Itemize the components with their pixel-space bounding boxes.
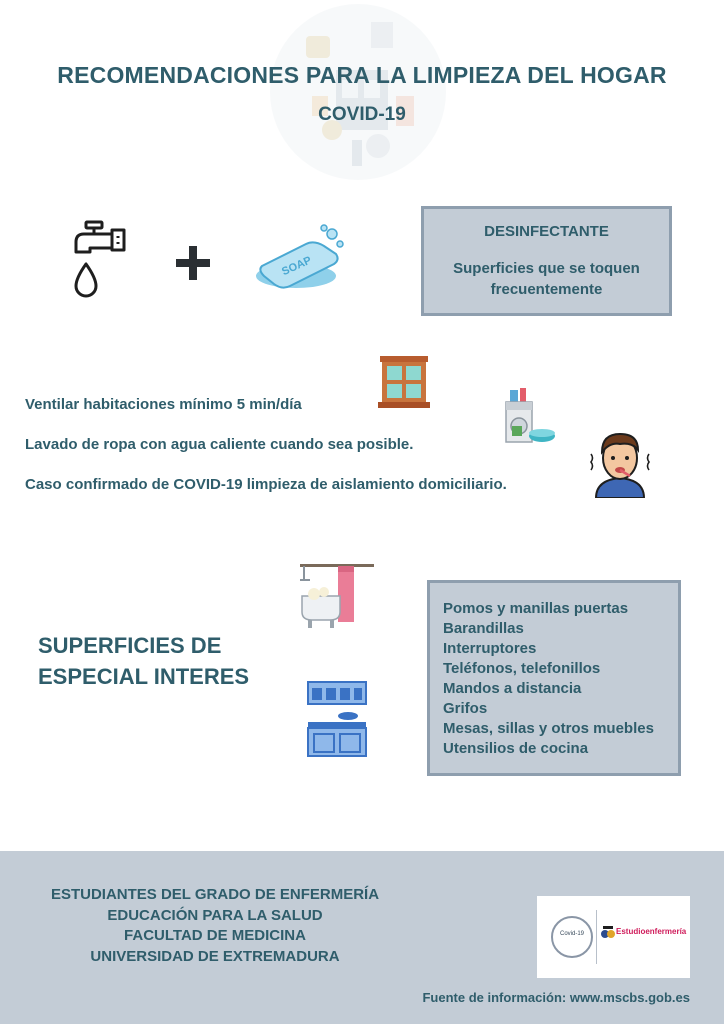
footer-line: ESTUDIANTES DEL GRADO DE ENFERMERÍA bbox=[50, 886, 380, 903]
list-item: Interruptores bbox=[443, 640, 537, 657]
kitchen-cabinet-icon bbox=[306, 680, 368, 758]
list-item: Mesas, sillas y otros muebles bbox=[443, 720, 654, 737]
tip-laundry: Lavado de ropa con agua caliente cuando sea posible. bbox=[25, 436, 414, 453]
disinfectant-heading: DESINFECTANTE bbox=[484, 223, 609, 240]
logo-box bbox=[537, 896, 690, 978]
sick-person-icon bbox=[588, 428, 652, 498]
page-subtitle: COVID-19 bbox=[318, 104, 406, 125]
special-title-line1: SUPERFICIES DE bbox=[38, 633, 222, 658]
disinfectant-box bbox=[421, 206, 672, 316]
svg-text:SOAP: SOAP bbox=[280, 254, 314, 279]
bathtub-icon bbox=[298, 562, 376, 632]
washing-machine-icon bbox=[504, 386, 556, 446]
estudio-logo-icon bbox=[600, 924, 616, 940]
tip-isolation: Caso confirmado de COVID-19 limpieza de aislamiento domiciliario. bbox=[25, 476, 507, 493]
list-item: Utensilios de cocina bbox=[443, 740, 589, 757]
faucet-icon bbox=[72, 218, 128, 302]
soap-icon bbox=[254, 222, 346, 294]
special-surfaces-list bbox=[443, 599, 678, 759]
footer-line: FACULTAD DE MEDICINA bbox=[124, 927, 306, 944]
footer bbox=[0, 851, 724, 1024]
footer-line: UNIVERSIDAD DE EXTREMADURA bbox=[90, 947, 340, 965]
covid-logo: Covid-19 bbox=[551, 916, 593, 958]
plus-icon bbox=[170, 240, 216, 286]
cleaning-collage-icon bbox=[266, 0, 450, 183]
list-item: Barandillas bbox=[443, 620, 524, 637]
source-text: Fuente de información: www.mscbs.gob.es bbox=[422, 990, 690, 1005]
special-surfaces-title bbox=[38, 630, 278, 692]
disinfectant-text: Superficies que se toquen frecuentemente bbox=[453, 260, 640, 298]
special-title-line2: ESPECIAL INTERES bbox=[38, 664, 250, 689]
list-item: Teléfonos, telefonillos bbox=[443, 660, 601, 677]
list-item: Grifos bbox=[443, 700, 488, 717]
page-title: RECOMENDACIONES PARA LA LIMPIEZA DEL HOGAR bbox=[57, 62, 667, 88]
window-icon bbox=[378, 354, 430, 412]
footer-credits bbox=[45, 885, 385, 967]
logo-divider bbox=[596, 910, 597, 964]
special-surfaces-list-box bbox=[427, 580, 681, 776]
footer-line: EDUCACIÓN PARA LA SALUD bbox=[107, 906, 323, 924]
list-item: Mandos a distancia bbox=[443, 680, 582, 697]
tip-ventilate: Ventilar habitaciones mínimo 5 min/día bbox=[25, 396, 302, 413]
list-item: Pomos y manillas puertas bbox=[443, 600, 629, 617]
estudio-logo-text: Estudioenfermería bbox=[616, 927, 687, 936]
